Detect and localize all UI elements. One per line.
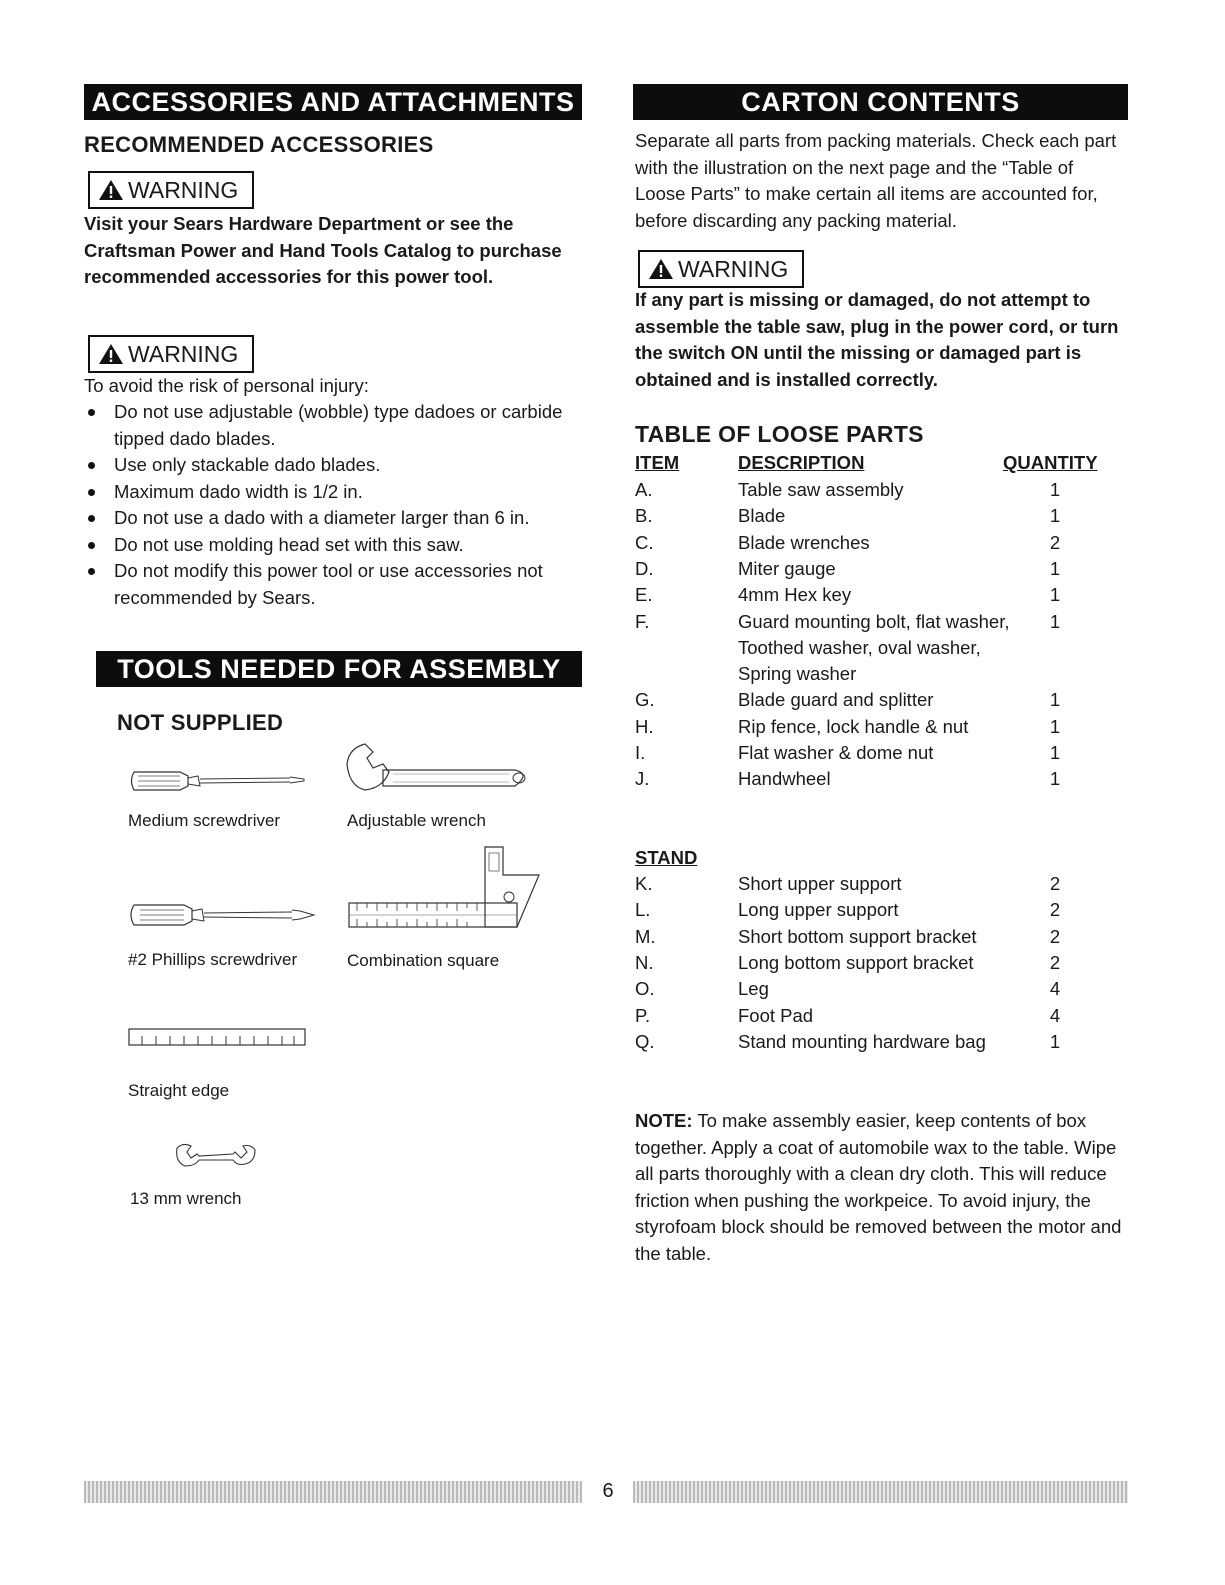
row-desc: Foot Pad xyxy=(738,1004,814,1026)
row-item: I. xyxy=(635,742,646,763)
warning-triangle-icon xyxy=(98,343,124,365)
row-item: C. xyxy=(635,531,654,553)
row-qty: 1 xyxy=(1049,689,1061,711)
header-description: DESCRIPTION xyxy=(738,452,865,473)
row-item: D. xyxy=(635,557,654,579)
row-desc: Short bottom support bracket xyxy=(738,925,977,947)
row-qty: 1 xyxy=(1049,742,1061,763)
row-desc: Spring washer xyxy=(738,663,857,685)
row-qty: 1 xyxy=(1049,715,1061,737)
page-number: 6 xyxy=(602,1480,614,1502)
footer-pattern-left xyxy=(84,1481,582,1503)
row-item: L. xyxy=(635,899,651,921)
warning-triangle-icon xyxy=(98,179,124,201)
row-desc: Leg xyxy=(738,978,769,1000)
row-desc: Handwheel xyxy=(738,768,831,790)
note-label: NOTE: xyxy=(635,1110,693,1131)
list-item: Do not use molding head set with this saw. xyxy=(82,532,582,559)
adjustable-wrench-label: Adjustable wrench xyxy=(347,811,486,830)
footer-pattern-right xyxy=(633,1481,1128,1503)
wrench-13mm-icon xyxy=(175,1140,257,1170)
warning-box-3 xyxy=(638,250,804,288)
header-item: ITEM xyxy=(635,452,680,473)
row-item: A. xyxy=(635,479,653,500)
row-desc: Flat washer & dome nut xyxy=(738,742,934,763)
warning-box-1 xyxy=(88,171,254,209)
row-qty: 2 xyxy=(1049,531,1061,553)
row-qty: 4 xyxy=(1049,978,1061,1000)
straight-edge-icon xyxy=(128,1028,308,1048)
adjustable-wrench-icon xyxy=(343,742,533,792)
banner-tools-needed xyxy=(96,651,582,687)
row-qty: 2 xyxy=(1049,925,1061,947)
table-of-loose-parts-title: TABLE OF LOOSE PARTS xyxy=(635,421,924,447)
row-desc: Rip fence, lock handle & nut xyxy=(738,715,969,737)
warning-label-3: WARNING xyxy=(678,256,789,282)
row-desc: Table saw assembly xyxy=(738,479,904,500)
row-desc: Long upper support xyxy=(738,899,899,921)
row-item: H. xyxy=(635,715,654,737)
row-item: O. xyxy=(635,978,655,1000)
wrench-13mm-label: 13 mm wrench xyxy=(130,1189,242,1208)
header-quantity: QUANTITY xyxy=(1003,452,1098,473)
row-qty: 1 xyxy=(1049,505,1061,527)
warning-intro-2: To avoid the risk of personal injury: xyxy=(84,375,369,396)
row-desc: Miter gauge xyxy=(738,557,836,579)
row-item: E. xyxy=(635,584,653,606)
stand-heading: STAND xyxy=(635,847,698,868)
row-item: B. xyxy=(635,505,653,527)
note-paragraph xyxy=(635,1108,1127,1267)
banner-carton-contents xyxy=(633,84,1128,120)
row-qty: 2 xyxy=(1049,873,1061,894)
row-desc: Long bottom support bracket xyxy=(738,951,974,973)
row-item: Q. xyxy=(635,1030,655,1052)
banner-accessories xyxy=(84,84,582,120)
warning-bullet-list xyxy=(82,399,582,611)
row-desc: Blade wrenches xyxy=(738,531,870,553)
row-qty: 2 xyxy=(1049,951,1061,973)
row-item: F. xyxy=(635,610,650,632)
straight-edge-label: Straight edge xyxy=(128,1081,230,1100)
banner-accessories-text: ACCESSORIES AND ATTACHMENTS xyxy=(91,87,575,117)
row-desc: Stand mounting hardware bag xyxy=(738,1030,986,1052)
list-item: Do not use a dado with a diameter larger than 6 in. xyxy=(82,505,582,532)
banner-tools-needed-text: TOOLS NEEDED FOR ASSEMBLY xyxy=(117,654,561,684)
row-desc: Toothed washer, oval washer, xyxy=(738,636,981,658)
note-text: To make assembly easier, keep contents of box together. Apply a coat of automobile wax to the table. Wipe all parts thoroughly with a clean dry cloth. This will reduce friction when pushing the workpeice. To avoid injury, the styrofoam block should be removed between the motor and the table. xyxy=(635,1110,1122,1264)
row-qty: 1 xyxy=(1049,557,1061,579)
medium-screwdriver-label: Medium screwdriver xyxy=(128,811,281,830)
list-item: Maximum dado width is 1/2 in. xyxy=(82,479,582,506)
row-qty: 4 xyxy=(1049,1004,1061,1026)
row-qty: 1 xyxy=(1049,479,1061,500)
carton-intro-text: Separate all parts from packing materials. Check each part with the illustration on the next page and the “Table of Loose Parts” to make certain all items are accounted for, before discarding any packing material. xyxy=(635,130,1117,231)
row-qty: 1 xyxy=(1049,1030,1061,1052)
row-desc: Blade xyxy=(738,505,786,527)
medium-screwdriver-icon xyxy=(128,768,308,794)
row-qty: 1 xyxy=(1049,610,1061,632)
row-item: P. xyxy=(635,1004,651,1026)
phillips-screwdriver-icon xyxy=(128,900,318,930)
list-item: Do not modify this power tool or use accessories not recommended by Sears. xyxy=(82,558,582,611)
row-qty: 1 xyxy=(1049,768,1061,790)
list-item: Use only stackable dado blades. xyxy=(82,452,582,479)
row-item: N. xyxy=(635,951,654,973)
row-desc: Blade guard and splitter xyxy=(738,689,934,711)
row-item: K. xyxy=(635,873,653,894)
not-supplied-heading: NOT SUPPLIED xyxy=(117,710,284,735)
row-item: J. xyxy=(635,768,650,790)
row-qty: 1 xyxy=(1049,584,1061,606)
warning-text-1: Visit your Sears Hardware Department or see the Craftsman Power and Hand Tools Catalog to purchase recommended accessories for this power tool. xyxy=(84,213,562,287)
warning-label-1: WARNING xyxy=(128,177,239,203)
warning-label-2: WARNING xyxy=(128,341,239,367)
list-item: Do not use adjustable (wobble) type dadoes or carbide tipped dado blades. xyxy=(82,399,582,452)
warning-box-2 xyxy=(88,335,254,373)
combination-square-label: Combination square xyxy=(347,951,500,970)
row-item: M. xyxy=(635,925,656,947)
warning-triangle-icon xyxy=(648,258,674,280)
recommended-accessories-heading: RECOMMENDED ACCESSORIES xyxy=(84,132,434,157)
banner-carton-contents-text: CARTON CONTENTS xyxy=(741,87,1020,117)
row-desc: Guard mounting bolt, flat washer, xyxy=(738,610,1010,632)
warning-text-3: If any part is missing or damaged, do not attempt to assemble the table saw, plug in the power cord, or turn the switch ON until the missing or damaged part is obtained and is installed correctly. xyxy=(635,289,1119,390)
row-desc: 4mm Hex key xyxy=(738,584,852,606)
row-desc: Short upper support xyxy=(738,873,902,894)
row-qty: 2 xyxy=(1049,899,1061,921)
row-item: G. xyxy=(635,689,655,711)
combination-square-icon xyxy=(347,845,547,935)
stand-parts-table xyxy=(635,871,1115,1061)
phillips-screwdriver-label: #2 Phillips screwdriver xyxy=(128,950,298,969)
loose-parts-table xyxy=(635,477,1115,797)
